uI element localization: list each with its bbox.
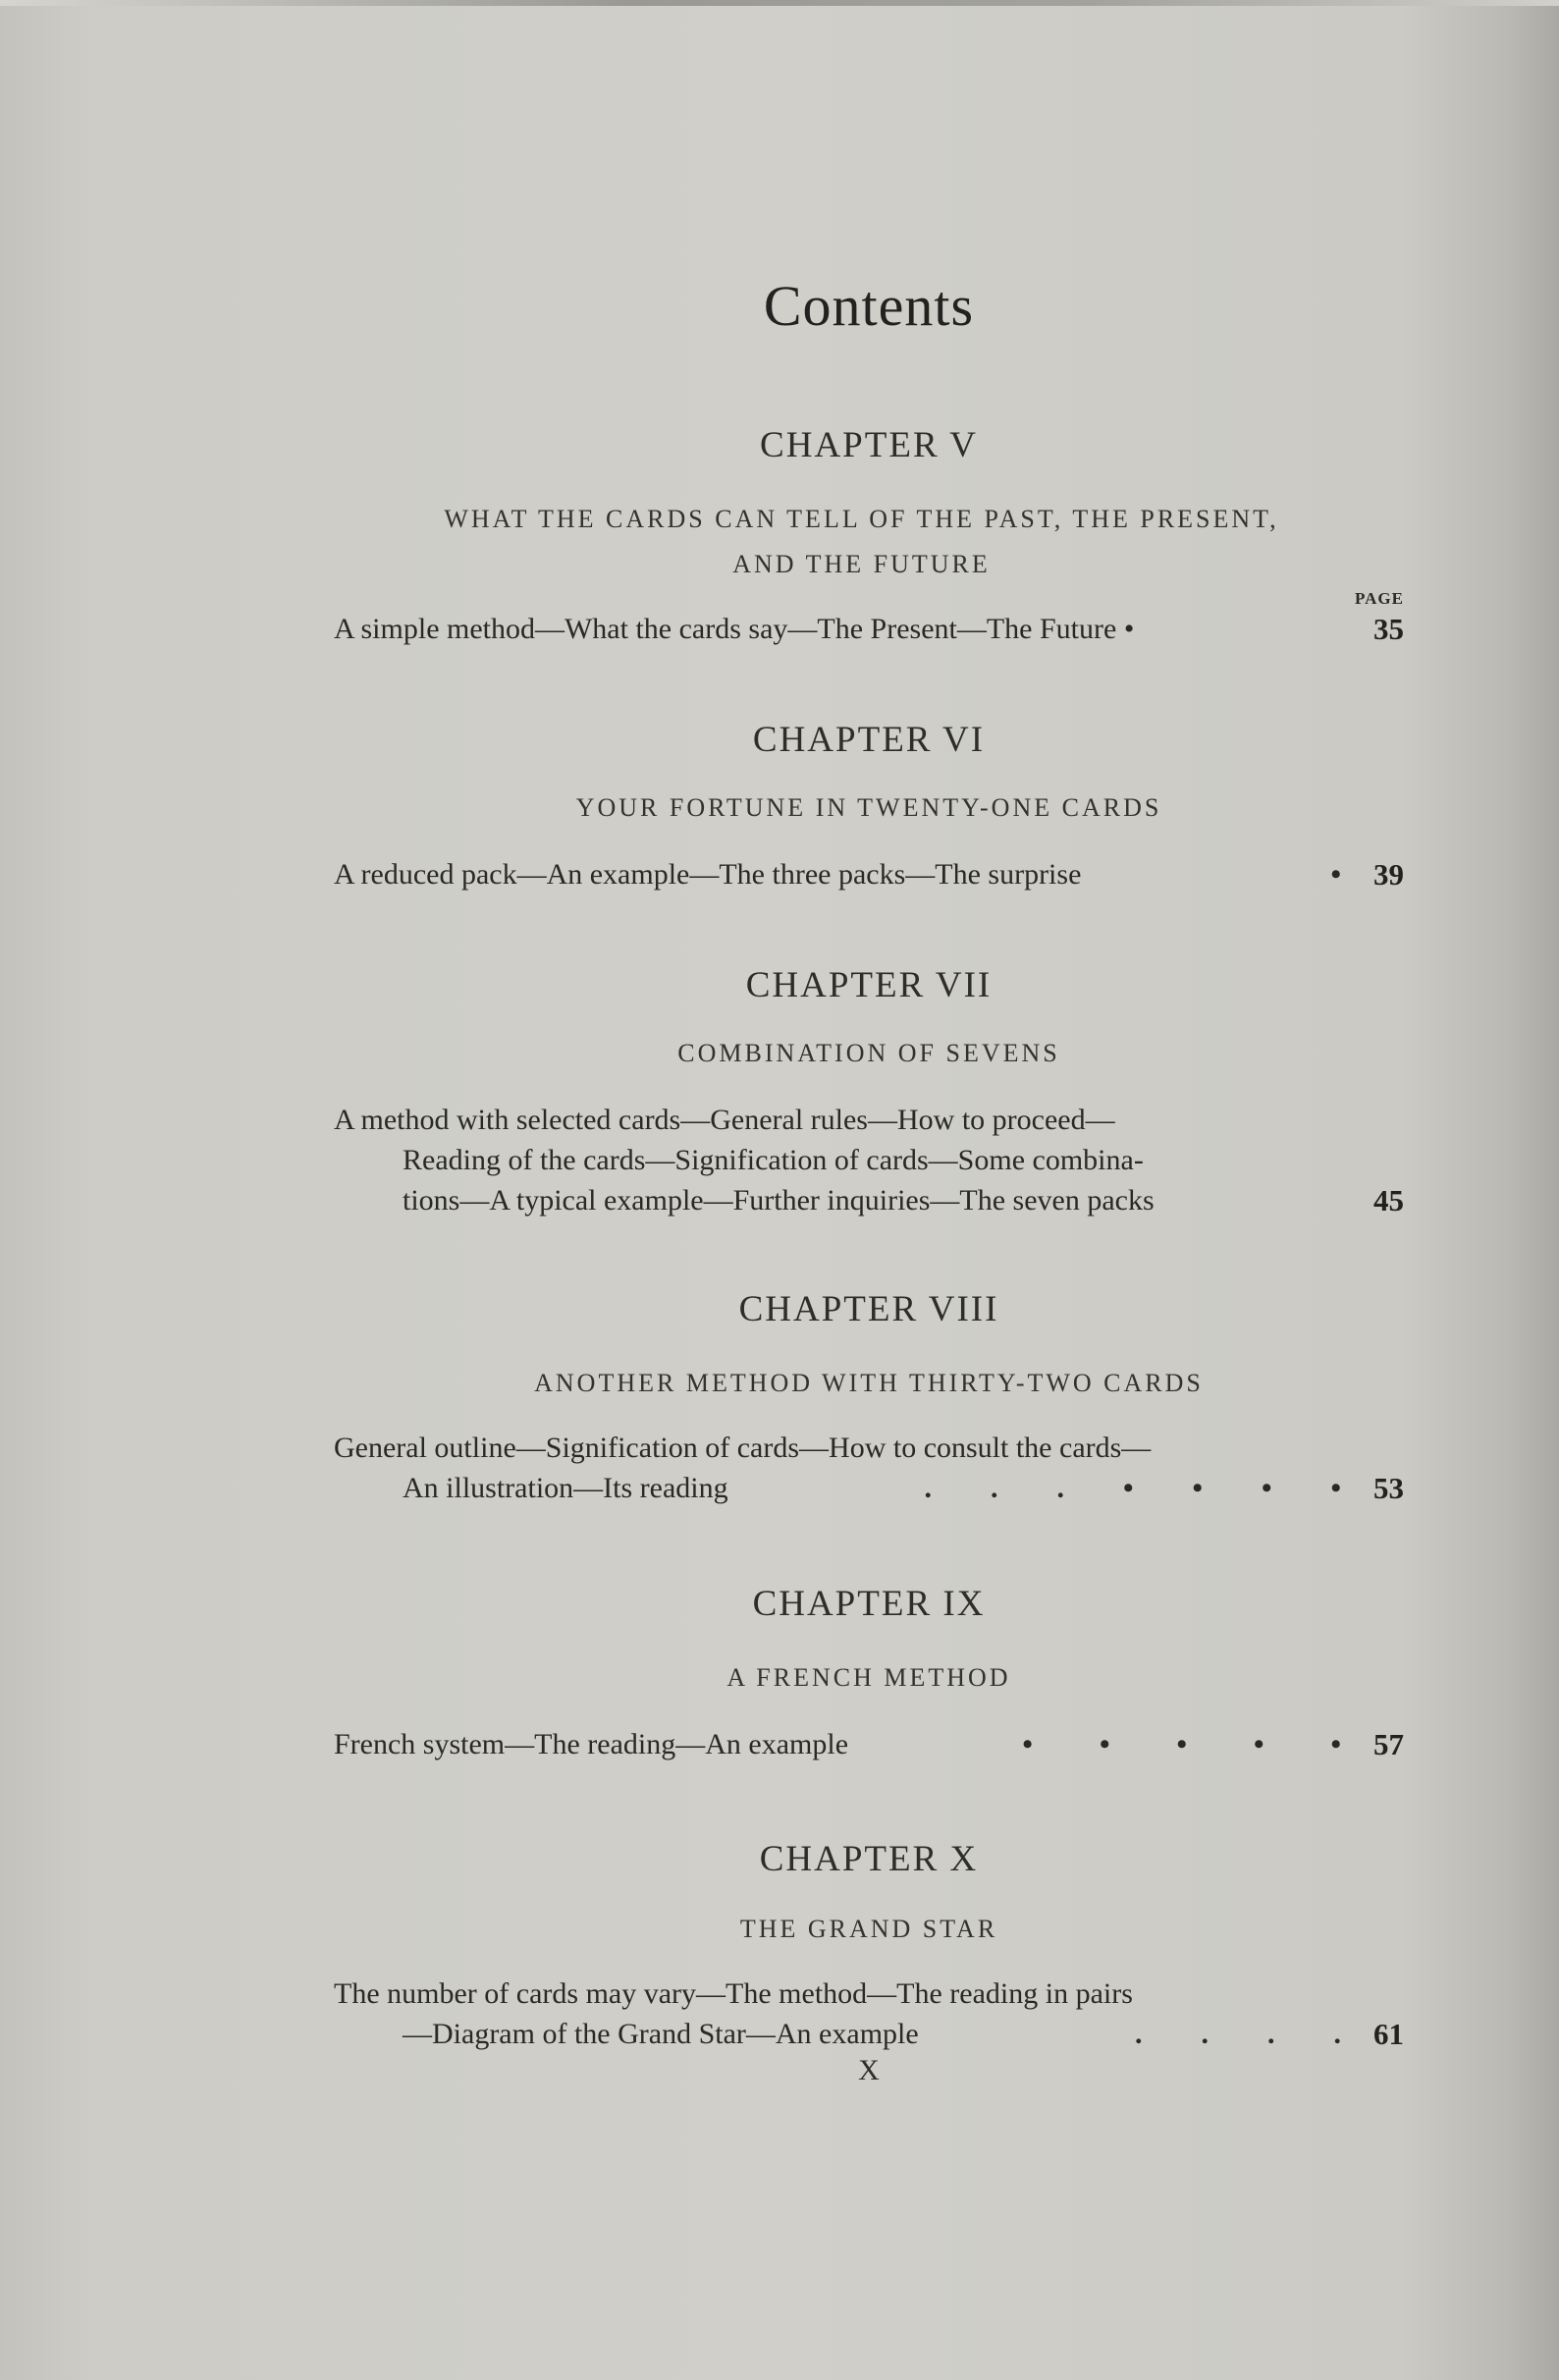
- chapter-heading: CHAPTER VIII: [738, 1289, 999, 1329]
- page-number: 53: [1373, 1471, 1404, 1505]
- chapter-heading: CHAPTER VI: [752, 720, 986, 760]
- toc-entry-text: French system—The reading—An example: [334, 1728, 849, 1760]
- toc-entry-line: [334, 1468, 1404, 1508]
- chapter-subtitle-line: YOUR FORTUNE IN TWENTY-ONE CARDS: [575, 793, 1162, 822]
- page-number: 45: [1373, 1183, 1404, 1217]
- chapter-subtitle: [334, 785, 1404, 831]
- leader-dots: • • • • •: [1022, 1728, 1341, 1760]
- toc-entry-line: [334, 1180, 1404, 1220]
- toc-entry-line: [334, 1724, 1404, 1764]
- chapter-subtitle-line: THE GRAND STAR: [739, 1915, 998, 1943]
- leader-dots: . . . .: [1135, 2018, 1341, 2050]
- chapter-heading: CHAPTER IX: [752, 1584, 986, 1624]
- toc-entry-text: The number of cards may vary—The method—The reading in pairs: [334, 1977, 1133, 2010]
- toc-entry-line: [334, 609, 1404, 649]
- chapter-subtitle: [334, 497, 1389, 587]
- chapter-subtitle-line: WHAT THE CARDS CAN TELL OF THE PAST, THE PRESENT,: [444, 505, 1279, 533]
- contents-area: [334, 0, 1404, 2380]
- toc-entry-line: [334, 2014, 1404, 2054]
- toc-entry: [334, 1724, 1404, 1764]
- page-number: 61: [1373, 2017, 1404, 2051]
- toc-entry-text: A method with selected cards—General rules—How to proceed—: [334, 1104, 1115, 1136]
- toc-entry-text: —Diagram of the Grand Star—An example: [403, 2018, 919, 2050]
- page-number: 57: [1373, 1727, 1404, 1761]
- toc-entry: [334, 609, 1404, 649]
- toc-entry-text: General outline—Signification of cards—How to consult the cards—: [334, 1432, 1152, 1464]
- toc-entry-line: [334, 1974, 1404, 2014]
- page-number: 39: [1373, 857, 1404, 892]
- toc-entry-line: [334, 1100, 1404, 1140]
- toc-entry-text: A simple method—What the cards say—The Present—The Future •: [334, 613, 1135, 645]
- toc-entry: [334, 1100, 1404, 1220]
- chapter-heading: CHAPTER X: [759, 1839, 979, 1879]
- chapter-subtitle: [334, 1031, 1404, 1076]
- chapter-heading: CHAPTER V: [760, 425, 978, 465]
- chapter-subtitle: [334, 1655, 1404, 1701]
- chapter-subtitle-line: COMBINATION OF SEVENS: [677, 1039, 1060, 1067]
- toc-entry: [334, 1974, 1404, 2054]
- chapter-subtitle: [334, 1907, 1404, 1952]
- toc-entry-text: tions—A typical example—Further inquiries—The seven packs: [403, 1184, 1155, 1217]
- chapter-subtitle-line: A FRENCH METHOD: [726, 1663, 1011, 1692]
- leader-dots: •: [1330, 858, 1341, 891]
- chapter-subtitle-line: ANOTHER METHOD WITH THIRTY-TWO CARDS: [534, 1369, 1204, 1397]
- chapter-heading: CHAPTER VII: [745, 965, 993, 1005]
- toc-entry-text: A reduced pack—An example—The three packs—The surprise: [334, 858, 1082, 891]
- toc-entry-text: Reading of the cards—Signification of cards—Some combina-: [403, 1144, 1144, 1176]
- chapter-subtitle: [334, 1361, 1404, 1406]
- folio-number: X: [858, 2054, 880, 2086]
- page-column-label: PAGE: [1355, 589, 1404, 608]
- toc-entry-text: An illustration—Its reading: [403, 1472, 728, 1504]
- page-title: Contents: [763, 274, 975, 338]
- toc-entry-line: [334, 1428, 1404, 1468]
- chapter-subtitle-line: AND THE FUTURE: [732, 550, 991, 578]
- page-number: 35: [1373, 612, 1404, 646]
- toc-entry: [334, 854, 1404, 894]
- toc-entry-line: [334, 1140, 1404, 1180]
- toc-entry-line: [334, 854, 1404, 894]
- leader-dots: . . . • • • •: [924, 1472, 1341, 1504]
- toc-entry: [334, 1428, 1404, 1508]
